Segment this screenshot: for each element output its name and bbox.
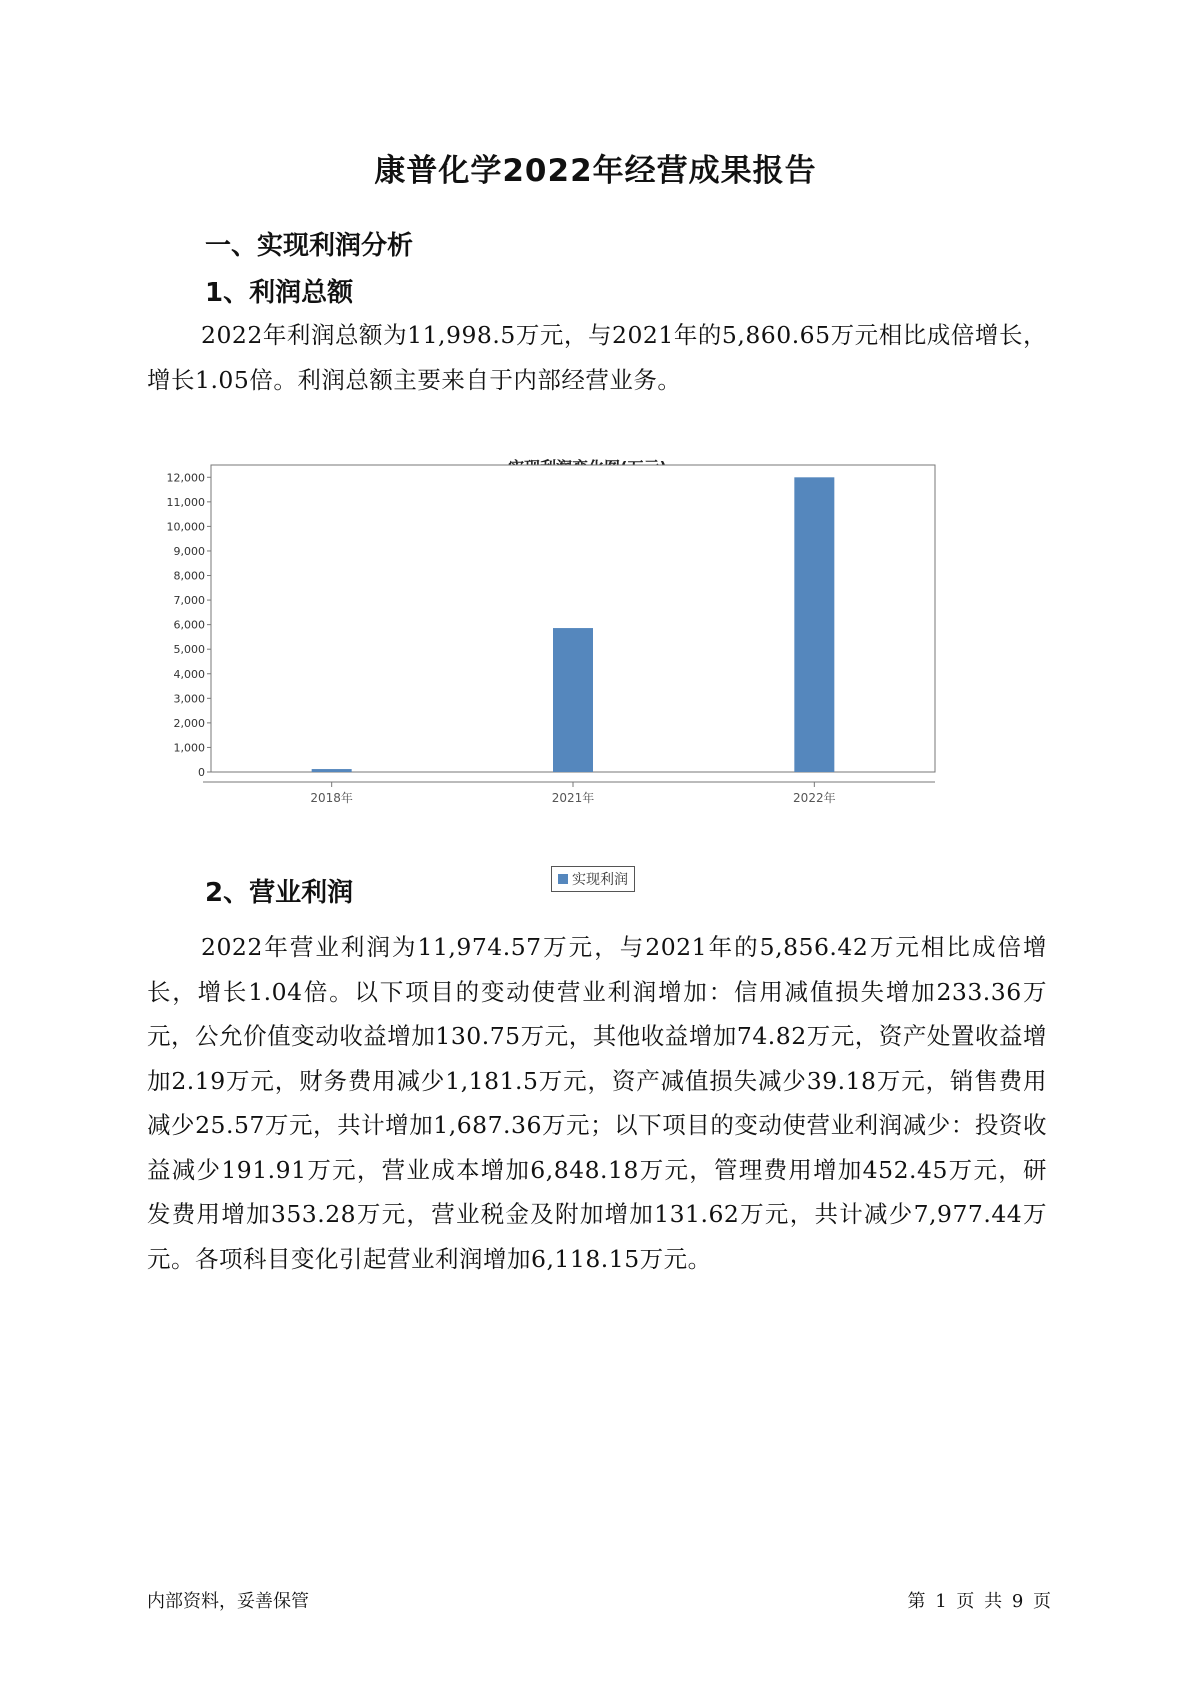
legend-swatch-icon <box>558 874 568 884</box>
document-title: 康普化学2022年经营成果报告 <box>374 153 817 189</box>
y-tick-label: 4,000 <box>173 667 205 681</box>
y-tick-label: 2,000 <box>173 716 205 730</box>
subsection-heading-operating-profit: 2、营业利润 <box>205 878 354 908</box>
chart-plot <box>155 455 1020 865</box>
y-tick-label: 7,000 <box>173 594 205 608</box>
y-tick-label: 8,000 <box>173 569 205 583</box>
footer-confidential-note: 内部资料，妥善保管 <box>147 1591 309 1612</box>
y-tick-label: 0 <box>198 766 205 779</box>
operating-profit-paragraph: 2022年营业利润为11,974.57万元，与2021年的5,856.42万元相比成倍增长，增长1.04倍。以下项目的变动使营业利润增加：信用减值损失增加233.36万元，公允价值变动收益增加130.75万元，其他收益增加74.82万元，资产处置收益增加2.19万元，财务费用减少1,181.5万元，资产减值损失减少39.18万元，销售费用减少25.57万元，共计增加1,687.36万元；以下项目的变动使营业利润减少：投资收益减少191.91万元，营业成本增加6,848.18万元，管理费用增加452.45万元，研发费用增加353.28万元，营业税金及附加增加131.62万元，共计减少7,977.44万元。各项科目变化引起营业利润增加6,118.15万元。 <box>147 933 1047 1273</box>
y-tick-label: 5,000 <box>173 643 205 657</box>
bar-2018年 <box>312 769 352 772</box>
chart-legend <box>551 866 635 892</box>
total-profit-paragraph: 2022年利润总额为11,998.5万元，与2021年的5,860.65万元相比成倍增长，增长1.05倍。利润总额主要来自于内部经营业务。 <box>147 321 1047 394</box>
x-tick-label: 2022年 <box>793 791 836 805</box>
bar-2022年 <box>794 477 834 772</box>
y-tick-label: 3,000 <box>173 692 205 706</box>
y-tick-label: 1,000 <box>173 741 205 755</box>
footer-page-number: 第 1 页 共 9 页 <box>907 1591 1051 1612</box>
legend-label: 实现利润 <box>572 872 628 888</box>
profit-bar-chart <box>155 455 1020 905</box>
x-tick-label: 2021年 <box>551 791 595 805</box>
x-tick-label: 2018年 <box>310 791 353 805</box>
y-tick-label: 10,000 <box>166 520 205 534</box>
y-tick-label: 12,000 <box>166 471 205 485</box>
y-tick-label: 6,000 <box>173 618 205 632</box>
section-heading-profit-analysis: 一、实现利润分析 <box>205 231 414 261</box>
y-tick-label: 9,000 <box>173 544 205 558</box>
subsection-heading-total-profit: 1、利润总额 <box>205 278 354 308</box>
y-tick-label: 11,000 <box>166 495 205 509</box>
bar-2021年 <box>553 628 593 772</box>
